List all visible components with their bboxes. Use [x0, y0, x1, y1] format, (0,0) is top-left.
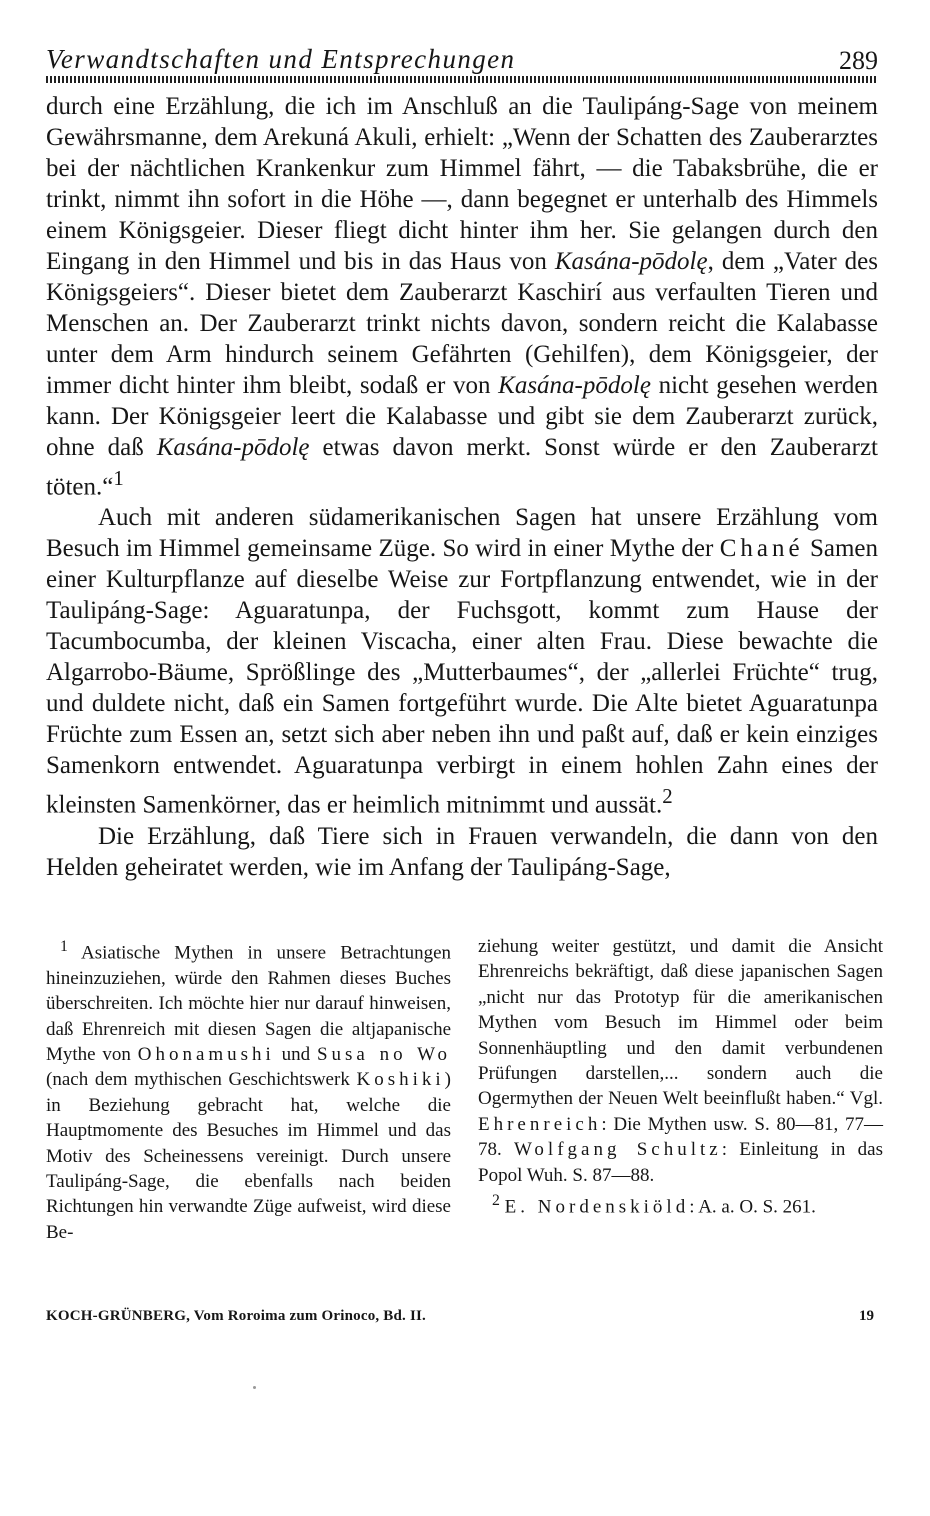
spaced-name: Chané [719, 535, 804, 563]
footnote-2: $^2$ E. Nordenskiöld: A. a. O. S. 261. [492, 1192, 816, 1218]
running-title: Verwandtschaften und Entsprechungen [46, 44, 516, 74]
footnote-column-right [478, 934, 883, 1220]
footnote-1-continued: ziehung weiter gestützt, und damit die Ansicht Ehrenreichs bekräftigt, daß diese japanischen Sagen „nicht nur das Prototyp für die amerikanischen Mythen vom Besuch im Himmel oder beim Sonnenhäuptling und den damit verbundenen Prüfungen darstellen,... sondern auch die Ogermythen der Neuen Welt beeinflußt haben.“ Vgl. Ehrenreich: Die Mythen usw. S. 80—81, 77—78. Wolfgang Schultz: Einleitung in das Popol Wuh. S. 87—88. [478, 936, 883, 1186]
header-rule [46, 76, 878, 83]
spaced-name: E. Nordenskiöld [504, 1196, 690, 1218]
paragraph-3: Die Erzählung, daß Tiere sich in Frauen verwandeln, die dann von den Helden geheiratet werden, wie im Anfang der Taulipáng-Sage, [46, 822, 878, 881]
footnote-column-left [46, 934, 451, 1245]
italic-name: Kasána-pōdolę [554, 248, 708, 275]
imprint-title: KOCH-GRÜNBERG, Vom Roroima zum Orinoco, Bd. II. [46, 1308, 426, 1324]
footnote-ref-1: 1 [113, 466, 124, 490]
spaced-name: Ohonamushi [137, 1043, 275, 1065]
paragraph-1: durch eine Erzählung, die ich im Anschluß an die Taulipáng-Sage von meinem Gewährsmanne, dem Arekuná Akuli, erhielt: „Wenn der Schatten des Zauberarztes bei der nächtlichen Krankenkur zum Himmel fährt, — die Tabaksbrühe, die er trinkt, nimmt ihn sofort in die Höhe —, dann begegnet er unterhalb des Himmels einem Königsgeier. Dieser fliegt dicht hinter ihm her. Sie gelangen durch den Eingang in den Himmel und bis in das Haus von Kasána-pōdolę, dem „Vater des Königsgeiers“. Dieser bietet dem Zauberarzt Kaschirí aus verfaulten Tieren und Menschen an. Der Zauberarzt trinkt nichts davon, sondern reicht die Kalabasse unter dem Arm hindurch seinem Gefährten (Gehilfen), dem Königsgeier, der immer dicht hinter ihm bleibt, sodaß er von Kasána-pōdolę nicht gesehen werden kann. Der Königsgeier leert die Kalabasse und gibt sie dem Zauberarzt zurück, ohne daß Kasána-pōdolę etwas davon merkt. Sonst würde er den Zauberarzt töten.“$^1$ [46, 93, 878, 501]
page-number: 289 [839, 46, 878, 75]
footnote-marker-2: 2 [492, 1192, 500, 1210]
footnotes [46, 934, 883, 1294]
spaced-name: Ehrenreich [478, 1113, 602, 1135]
print-speck [253, 1386, 256, 1389]
imprint-line [46, 1308, 878, 1332]
body-text [46, 91, 878, 883]
footnote-1: $^1$ Asiatische Mythen in unsere Betrachtungen hineinzuziehen, würde den Rahmen dieses Buches überschreiten. Ich möchte hier nur darauf hinweisen, daß Ehrenreich mit diesen Sagen die altjapanische Mythe von Ohonamushi und Susa no Wo (nach dem mythischen Geschichtswerk Koshiki) in Beziehung gebracht hat, welche die Hauptmomente des Besuches im Himmel und das Motiv des Scheinessens vereinigt. Durch unsere Taulipáng-Sage, die ebenfalls nach beiden Richtungen hin verwandte Züge aufweist, wird diese Be- [46, 938, 452, 1243]
footnote-marker-1: 1 [60, 938, 68, 955]
paragraph-2: Auch mit anderen südamerikanischen Sagen hat unsere Erzählung vom Besuch im Himmel gemeinsame Züge. So wird in einer Mythe der Chané Samen einer Kulturpflanze auf dieselbe Weise zur Fortpflanzung entwendet, wie in der Taulipáng-Sage: Aguaratunpa, der Fuchsgott, kommt zum Hause der Tacumbocumba, der kleinen Viscacha, einer alten Frau. Diese bewachte die Algarrobo-Bäume, Sprößlinge des „Mutterbaumes“, der „allerlei Früchte“ trug, und duldete nicht, daß ein Samen fortgeführt wurde. Die Alte bietet Aguaratunpa Früchte zum Essen an, setzt sich aber neben ihn und paßt auf, daß er kein einziges Samenkorn entwendet. Aguaratunpa verbirgt in einem hohlen Zahn eines der kleinsten Samenkörner, das er heimlich mitnimmt und aussät.$^2$ [46, 504, 879, 819]
italic-name: Kasána-pōdolę [156, 434, 310, 461]
spaced-name: Susa no Wo [316, 1043, 452, 1065]
spaced-name: Koshiki [356, 1069, 445, 1091]
italic-name: Kasána-pōdolę [498, 372, 651, 399]
footnote-ref-2: 2 [662, 784, 673, 809]
signature-mark: 19 [859, 1308, 874, 1324]
page-header [46, 44, 878, 74]
spaced-name: Wolfgang Schultz [514, 1139, 722, 1161]
